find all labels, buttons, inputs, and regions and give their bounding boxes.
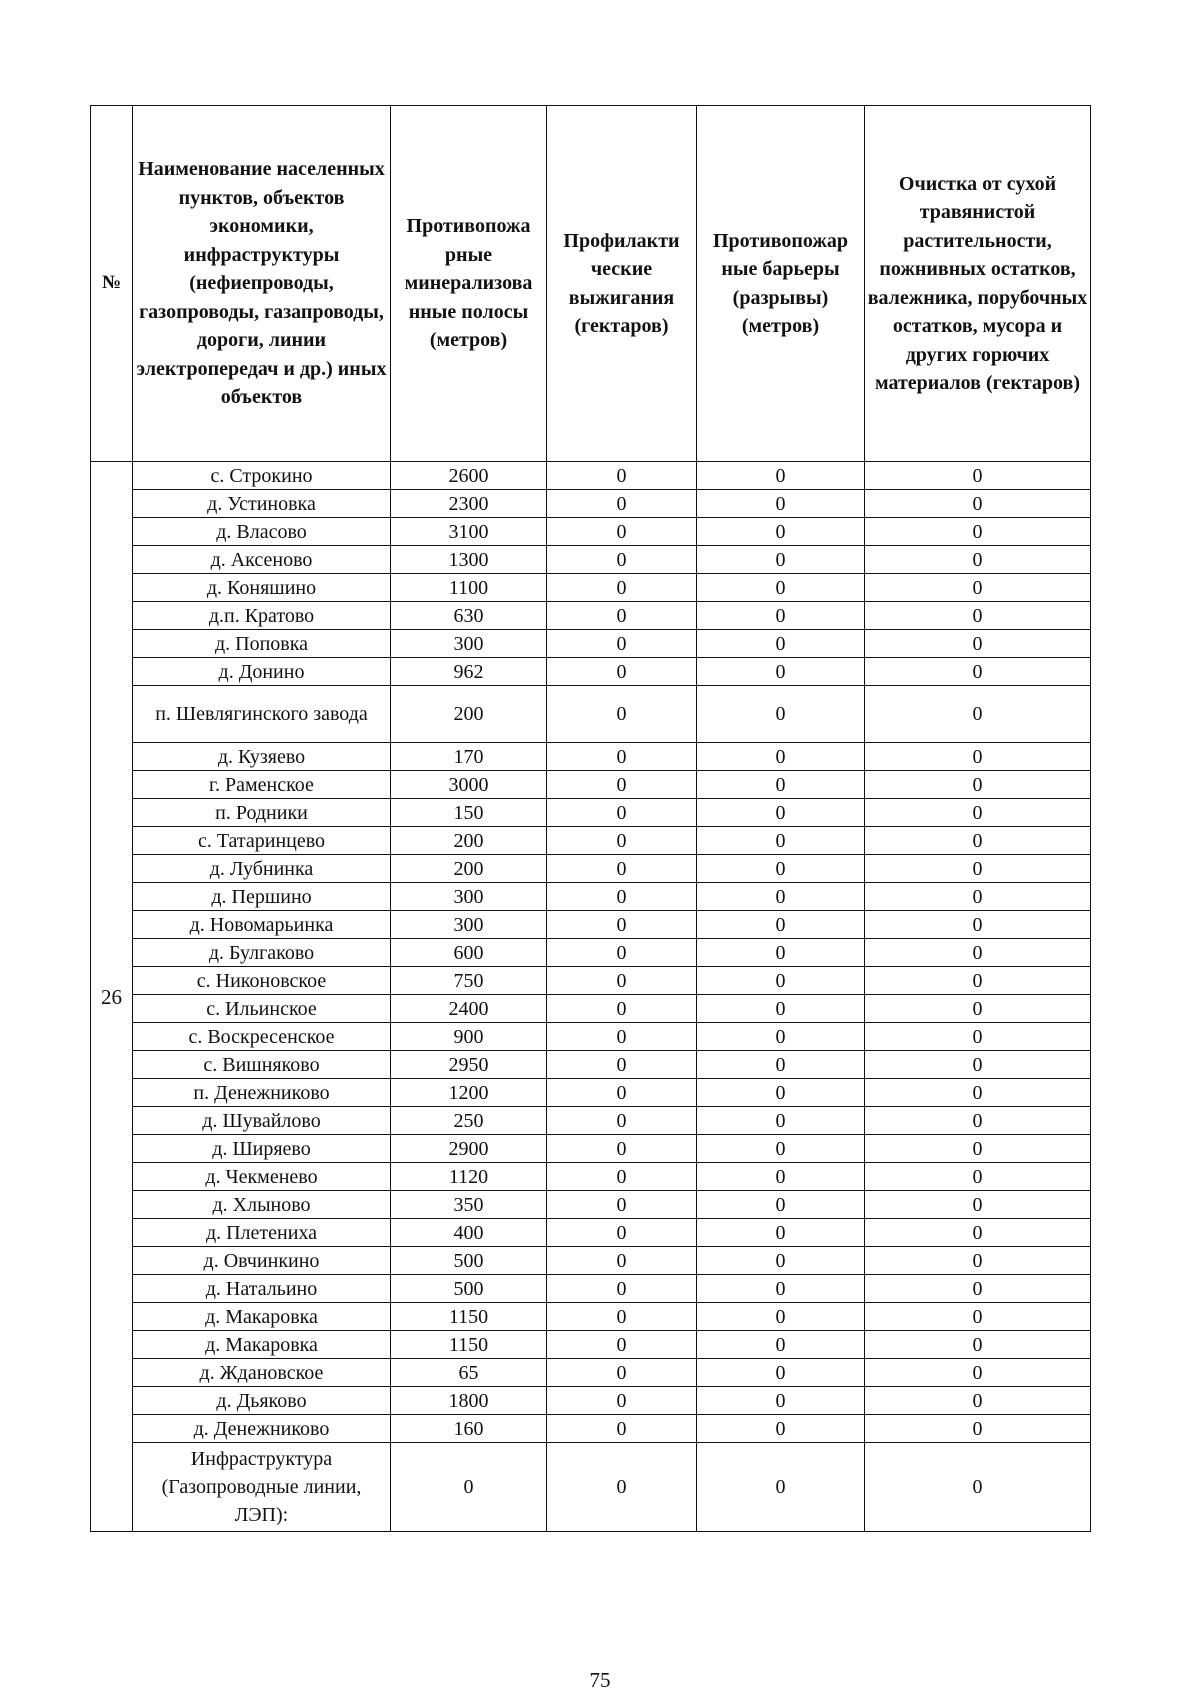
mineralized-strips-cell: 300 bbox=[391, 883, 547, 911]
mineralized-strips-cell: 1120 bbox=[391, 1163, 547, 1191]
locality-name-cell: д. Донино bbox=[133, 658, 391, 686]
preventive-burns-cell: 0 bbox=[547, 490, 697, 518]
fire-barriers-cell: 0 bbox=[697, 546, 865, 574]
preventive-burns-cell: 0 bbox=[547, 1359, 697, 1387]
header-locality-name: Наименование населенных пунктов, объектов экономики, инфраструктуры (нефиепроводы, газопроводы, газапроводы, дороги, линии электропередач и др.) иных объектов bbox=[133, 106, 391, 462]
mineralized-strips-cell: 500 bbox=[391, 1275, 547, 1303]
mineralized-strips-cell: 250 bbox=[391, 1107, 547, 1135]
vegetation-cleaning-cell: 0 bbox=[865, 1275, 1091, 1303]
table-row bbox=[91, 911, 1091, 939]
locality-name-cell: д. Лубнинка bbox=[133, 855, 391, 883]
preventive-burns-cell: 0 bbox=[547, 939, 697, 967]
fire-barriers-cell: 0 bbox=[697, 855, 865, 883]
table-row bbox=[91, 1247, 1091, 1275]
preventive-burns-cell: 0 bbox=[547, 799, 697, 827]
fire-barriers-cell: 0 bbox=[697, 1079, 865, 1107]
table-row bbox=[91, 743, 1091, 771]
table-row bbox=[91, 1191, 1091, 1219]
fire-barriers-cell: 0 bbox=[697, 1331, 865, 1359]
mineralized-strips-cell: 1150 bbox=[391, 1303, 547, 1331]
fire-barriers-cell: 0 bbox=[697, 1107, 865, 1135]
locality-name-cell: д. Денежниково bbox=[133, 1415, 391, 1443]
vegetation-cleaning-cell: 0 bbox=[865, 1415, 1091, 1443]
table-row bbox=[91, 602, 1091, 630]
locality-name-cell: д. Ширяево bbox=[133, 1135, 391, 1163]
header-fire-barriers: Противопожар ные барьеры (разрывы) (метров) bbox=[697, 106, 865, 462]
locality-name-cell: д. Макаровка bbox=[133, 1303, 391, 1331]
vegetation-cleaning-cell: 0 bbox=[865, 1331, 1091, 1359]
locality-name-cell: с. Ильинское bbox=[133, 995, 391, 1023]
preventive-burns-cell: 0 bbox=[547, 1135, 697, 1163]
fire-barriers-cell: 0 bbox=[697, 518, 865, 546]
table-row bbox=[91, 658, 1091, 686]
table-row bbox=[91, 518, 1091, 546]
vegetation-cleaning-cell: 0 bbox=[865, 1219, 1091, 1247]
mineralized-strips-cell: 0 bbox=[391, 1443, 547, 1532]
fire-barriers-cell: 0 bbox=[697, 1191, 865, 1219]
locality-name-cell: д. Кузяево bbox=[133, 743, 391, 771]
mineralized-strips-cell: 160 bbox=[391, 1415, 547, 1443]
preventive-burns-cell: 0 bbox=[547, 743, 697, 771]
vegetation-cleaning-cell: 0 bbox=[865, 1163, 1091, 1191]
locality-name-cell: г. Раменское bbox=[133, 771, 391, 799]
preventive-burns-cell: 0 bbox=[547, 1107, 697, 1135]
table-row bbox=[91, 1443, 1091, 1532]
table-row bbox=[91, 1023, 1091, 1051]
table-row bbox=[91, 490, 1091, 518]
table-row bbox=[91, 939, 1091, 967]
preventive-burns-cell: 0 bbox=[547, 911, 697, 939]
preventive-burns-cell: 0 bbox=[547, 883, 697, 911]
fire-barriers-cell: 0 bbox=[697, 771, 865, 799]
table-row bbox=[91, 1359, 1091, 1387]
locality-name-cell: д.п. Кратово bbox=[133, 602, 391, 630]
mineralized-strips-cell: 1800 bbox=[391, 1387, 547, 1415]
table-header-row bbox=[91, 106, 1091, 462]
table-row bbox=[91, 1387, 1091, 1415]
mineralized-strips-cell: 1150 bbox=[391, 1331, 547, 1359]
table-row bbox=[91, 1415, 1091, 1443]
vegetation-cleaning-cell: 0 bbox=[865, 771, 1091, 799]
preventive-burns-cell: 0 bbox=[547, 1023, 697, 1051]
vegetation-cleaning-cell: 0 bbox=[865, 602, 1091, 630]
mineralized-strips-cell: 200 bbox=[391, 855, 547, 883]
fire-barriers-cell: 0 bbox=[697, 602, 865, 630]
preventive-burns-cell: 0 bbox=[547, 686, 697, 743]
preventive-burns-cell: 0 bbox=[547, 1331, 697, 1359]
mineralized-strips-cell: 300 bbox=[391, 630, 547, 658]
preventive-burns-cell: 0 bbox=[547, 1387, 697, 1415]
vegetation-cleaning-cell: 0 bbox=[865, 1023, 1091, 1051]
locality-name-cell: д. Новомарьинка bbox=[133, 911, 391, 939]
mineralized-strips-cell: 200 bbox=[391, 827, 547, 855]
vegetation-cleaning-cell: 0 bbox=[865, 658, 1091, 686]
locality-name-cell: д. Ждановское bbox=[133, 1359, 391, 1387]
vegetation-cleaning-cell: 0 bbox=[865, 883, 1091, 911]
fire-barriers-cell: 0 bbox=[697, 574, 865, 602]
vegetation-cleaning-cell: 0 bbox=[865, 1359, 1091, 1387]
page-number: 75 bbox=[589, 1668, 611, 1692]
mineralized-strips-cell: 962 bbox=[391, 658, 547, 686]
table-row bbox=[91, 1275, 1091, 1303]
mineralized-strips-cell: 600 bbox=[391, 939, 547, 967]
fire-barriers-cell: 0 bbox=[697, 995, 865, 1023]
locality-name-cell: д. Першино bbox=[133, 883, 391, 911]
mineralized-strips-cell: 3000 bbox=[391, 771, 547, 799]
mineralized-strips-cell: 170 bbox=[391, 743, 547, 771]
fire-barriers-cell: 0 bbox=[697, 1247, 865, 1275]
table-row bbox=[91, 1135, 1091, 1163]
mineralized-strips-cell: 1200 bbox=[391, 1079, 547, 1107]
vegetation-cleaning-cell: 0 bbox=[865, 1079, 1091, 1107]
fire-barriers-cell: 0 bbox=[697, 1135, 865, 1163]
mineralized-strips-cell: 150 bbox=[391, 799, 547, 827]
preventive-burns-cell: 0 bbox=[547, 827, 697, 855]
locality-name-cell: д. Макаровка bbox=[133, 1331, 391, 1359]
fire-barriers-cell: 0 bbox=[697, 1443, 865, 1532]
locality-name-cell: д. Шувайлово bbox=[133, 1107, 391, 1135]
locality-name-cell: п. Родники bbox=[133, 799, 391, 827]
preventive-burns-cell: 0 bbox=[547, 658, 697, 686]
locality-name-cell: д. Плетениха bbox=[133, 1219, 391, 1247]
mineralized-strips-cell: 400 bbox=[391, 1219, 547, 1247]
fire-barriers-cell: 0 bbox=[697, 490, 865, 518]
vegetation-cleaning-cell: 0 bbox=[865, 546, 1091, 574]
fire-barriers-cell: 0 bbox=[697, 1303, 865, 1331]
preventive-burns-cell: 0 bbox=[547, 967, 697, 995]
preventive-burns-cell: 0 bbox=[547, 1303, 697, 1331]
locality-name-cell: д. Чекменево bbox=[133, 1163, 391, 1191]
preventive-burns-cell: 0 bbox=[547, 630, 697, 658]
mineralized-strips-cell: 350 bbox=[391, 1191, 547, 1219]
fire-barriers-cell: 0 bbox=[697, 1023, 865, 1051]
table-row bbox=[91, 855, 1091, 883]
vegetation-cleaning-cell: 0 bbox=[865, 1107, 1091, 1135]
preventive-burns-cell: 0 bbox=[547, 1275, 697, 1303]
vegetation-cleaning-cell: 0 bbox=[865, 855, 1091, 883]
fire-barriers-cell: 0 bbox=[697, 967, 865, 995]
preventive-burns-cell: 0 bbox=[547, 1163, 697, 1191]
vegetation-cleaning-cell: 0 bbox=[865, 827, 1091, 855]
locality-name-cell: с. Вишняково bbox=[133, 1051, 391, 1079]
vegetation-cleaning-cell: 0 bbox=[865, 743, 1091, 771]
table-row bbox=[91, 1079, 1091, 1107]
fire-barriers-cell: 0 bbox=[697, 883, 865, 911]
preventive-burns-cell: 0 bbox=[547, 1191, 697, 1219]
vegetation-cleaning-cell: 0 bbox=[865, 939, 1091, 967]
locality-name-cell: д. Коняшино bbox=[133, 574, 391, 602]
preventive-burns-cell: 0 bbox=[547, 1247, 697, 1275]
vegetation-cleaning-cell: 0 bbox=[865, 1443, 1091, 1532]
locality-name-cell: д. Власово bbox=[133, 518, 391, 546]
fire-barriers-cell: 0 bbox=[697, 1051, 865, 1079]
fire-barriers-cell: 0 bbox=[697, 658, 865, 686]
preventive-burns-cell: 0 bbox=[547, 462, 697, 490]
vegetation-cleaning-cell: 0 bbox=[865, 995, 1091, 1023]
vegetation-cleaning-cell: 0 bbox=[865, 1387, 1091, 1415]
table-row bbox=[91, 1107, 1091, 1135]
vegetation-cleaning-cell: 0 bbox=[865, 799, 1091, 827]
mineralized-strips-cell: 900 bbox=[391, 1023, 547, 1051]
locality-name-cell: д. Дьяково bbox=[133, 1387, 391, 1415]
vegetation-cleaning-cell: 0 bbox=[865, 630, 1091, 658]
locality-name-cell: п. Шевлягинского завода bbox=[133, 686, 391, 743]
locality-name-cell: п. Денежниково bbox=[133, 1079, 391, 1107]
mineralized-strips-cell: 2400 bbox=[391, 995, 547, 1023]
table-row bbox=[91, 995, 1091, 1023]
locality-name-cell: д. Хлыново bbox=[133, 1191, 391, 1219]
table-row bbox=[91, 967, 1091, 995]
preventive-burns-cell: 0 bbox=[547, 771, 697, 799]
fire-barriers-cell: 0 bbox=[697, 799, 865, 827]
fire-barriers-cell: 0 bbox=[697, 686, 865, 743]
preventive-burns-cell: 0 bbox=[547, 995, 697, 1023]
table-row bbox=[91, 686, 1091, 743]
table-row bbox=[91, 1163, 1091, 1191]
table-row bbox=[91, 1331, 1091, 1359]
table-row bbox=[91, 827, 1091, 855]
table-row bbox=[91, 799, 1091, 827]
mineralized-strips-cell: 630 bbox=[391, 602, 547, 630]
table-row bbox=[91, 630, 1091, 658]
fire-barriers-cell: 0 bbox=[697, 1415, 865, 1443]
fire-barriers-cell: 0 bbox=[697, 911, 865, 939]
locality-name-cell: д. Аксеново bbox=[133, 546, 391, 574]
table-row bbox=[91, 1303, 1091, 1331]
mineralized-strips-cell: 750 bbox=[391, 967, 547, 995]
locality-name-cell: Инфраструктура (Газопроводные линии, ЛЭП): bbox=[133, 1443, 391, 1532]
table-row bbox=[91, 883, 1091, 911]
fire-barriers-cell: 0 bbox=[697, 1359, 865, 1387]
fire-barriers-cell: 0 bbox=[697, 1219, 865, 1247]
locality-name-cell: д. Поповка bbox=[133, 630, 391, 658]
preventive-burns-cell: 0 bbox=[547, 1079, 697, 1107]
preventive-burns-cell: 0 bbox=[547, 1219, 697, 1247]
vegetation-cleaning-cell: 0 bbox=[865, 490, 1091, 518]
locality-name-cell: с. Строкино bbox=[133, 462, 391, 490]
table-row bbox=[91, 546, 1091, 574]
preventive-burns-cell: 0 bbox=[547, 855, 697, 883]
mineralized-strips-cell: 3100 bbox=[391, 518, 547, 546]
preventive-burns-cell: 0 bbox=[547, 602, 697, 630]
fire-barriers-cell: 0 bbox=[697, 1163, 865, 1191]
header-vegetation-cleaning: Очистка от сухой травянистой растительности, пожнивных остатков, валежника, порубочных остатков, мусора и других горючих материалов (гектаров) bbox=[865, 106, 1091, 462]
locality-name-cell: с. Воскресенское bbox=[133, 1023, 391, 1051]
group-number-cell: 26 bbox=[91, 462, 133, 1532]
locality-name-cell: с. Татаринцево bbox=[133, 827, 391, 855]
vegetation-cleaning-cell: 0 bbox=[865, 1051, 1091, 1079]
locality-name-cell: д. Натальино bbox=[133, 1275, 391, 1303]
mineralized-strips-cell: 200 bbox=[391, 686, 547, 743]
locality-name-cell: д. Устиновка bbox=[133, 490, 391, 518]
mineralized-strips-cell: 1300 bbox=[391, 546, 547, 574]
locality-name-cell: д. Овчинкино bbox=[133, 1247, 391, 1275]
vegetation-cleaning-cell: 0 bbox=[865, 686, 1091, 743]
vegetation-cleaning-cell: 0 bbox=[865, 967, 1091, 995]
vegetation-cleaning-cell: 0 bbox=[865, 1303, 1091, 1331]
locality-name-cell: с. Никоновское bbox=[133, 967, 391, 995]
vegetation-cleaning-cell: 0 bbox=[865, 518, 1091, 546]
vegetation-cleaning-cell: 0 bbox=[865, 1247, 1091, 1275]
fire-barriers-cell: 0 bbox=[697, 630, 865, 658]
header-number: № bbox=[91, 106, 133, 462]
mineralized-strips-cell: 300 bbox=[391, 911, 547, 939]
table-row bbox=[91, 1051, 1091, 1079]
fire-barriers-cell: 0 bbox=[697, 462, 865, 490]
preventive-burns-cell: 0 bbox=[547, 518, 697, 546]
preventive-burns-cell: 0 bbox=[547, 1415, 697, 1443]
mineralized-strips-cell: 2300 bbox=[391, 490, 547, 518]
preventive-burns-cell: 0 bbox=[547, 574, 697, 602]
fire-barriers-cell: 0 bbox=[697, 1275, 865, 1303]
vegetation-cleaning-cell: 0 bbox=[865, 574, 1091, 602]
mineralized-strips-cell: 65 bbox=[391, 1359, 547, 1387]
table-row bbox=[91, 771, 1091, 799]
table-body bbox=[91, 462, 1091, 1532]
fire-barriers-cell: 0 bbox=[697, 1387, 865, 1415]
preventive-burns-cell: 0 bbox=[547, 1051, 697, 1079]
mineralized-strips-cell: 2950 bbox=[391, 1051, 547, 1079]
vegetation-cleaning-cell: 0 bbox=[865, 1191, 1091, 1219]
header-preventive-burns: Профилакти ческие выжигания (гектаров) bbox=[547, 106, 697, 462]
fire-barriers-cell: 0 bbox=[697, 743, 865, 771]
table-row bbox=[91, 1219, 1091, 1247]
mineralized-strips-cell: 2600 bbox=[391, 462, 547, 490]
preventive-burns-cell: 0 bbox=[547, 546, 697, 574]
locality-name-cell: д. Булгаково bbox=[133, 939, 391, 967]
fire-safety-table bbox=[90, 105, 1091, 1532]
vegetation-cleaning-cell: 0 bbox=[865, 1135, 1091, 1163]
table-row bbox=[91, 574, 1091, 602]
vegetation-cleaning-cell: 0 bbox=[865, 911, 1091, 939]
mineralized-strips-cell: 2900 bbox=[391, 1135, 547, 1163]
fire-barriers-cell: 0 bbox=[697, 939, 865, 967]
table-row bbox=[91, 462, 1091, 490]
mineralized-strips-cell: 1100 bbox=[391, 574, 547, 602]
fire-barriers-cell: 0 bbox=[697, 827, 865, 855]
vegetation-cleaning-cell: 0 bbox=[865, 462, 1091, 490]
header-mineralized-strips: Противопожа рные минерализова нные полосы (метров) bbox=[391, 106, 547, 462]
preventive-burns-cell: 0 bbox=[547, 1443, 697, 1532]
mineralized-strips-cell: 500 bbox=[391, 1247, 547, 1275]
